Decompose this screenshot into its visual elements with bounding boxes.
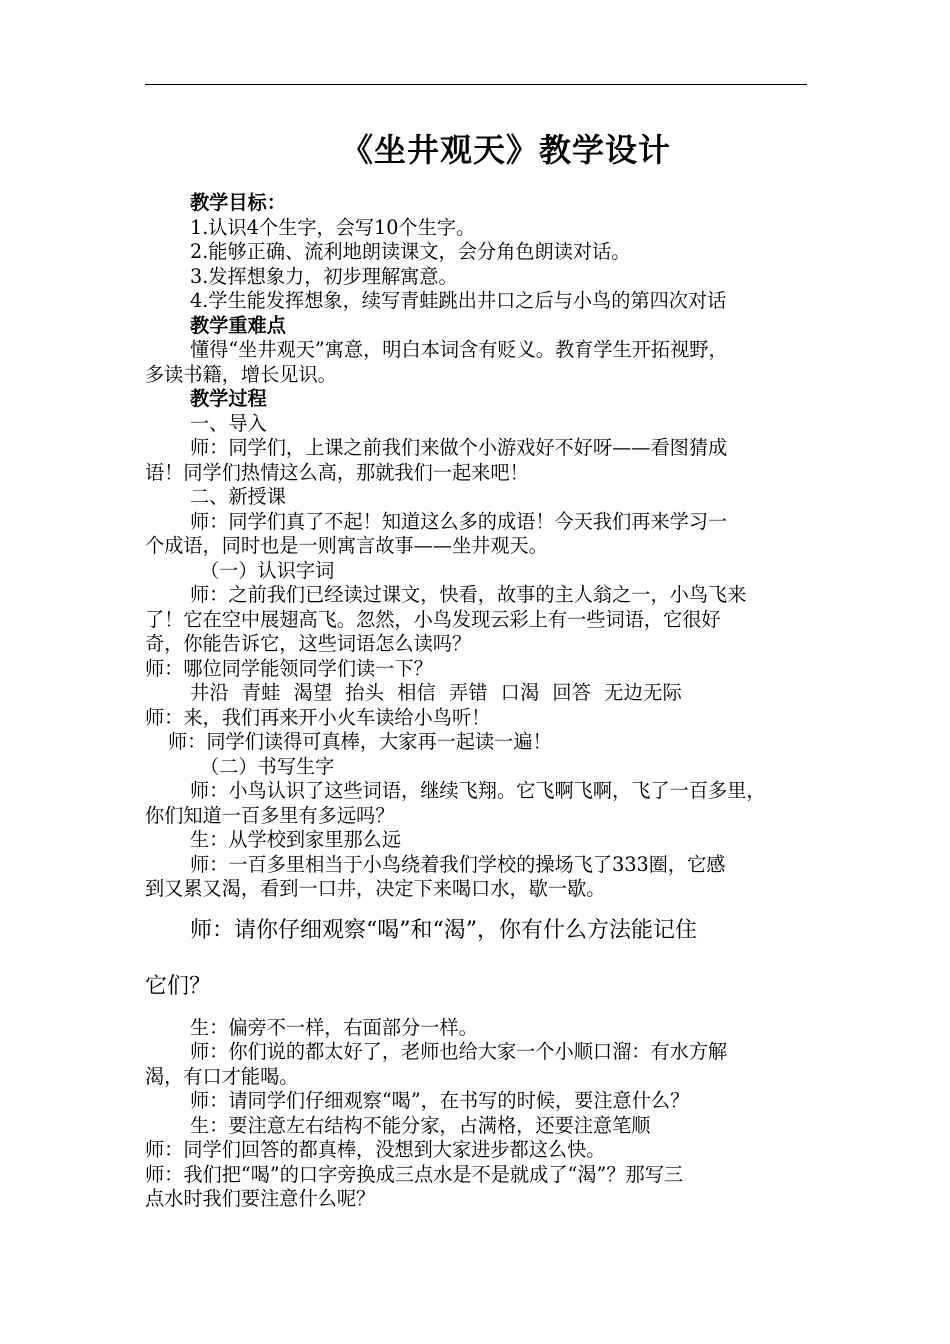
paragraph-line: 师：同学们回答的都真棒，没想到大家进步都这么快。 [145,1138,606,1161]
paragraph-line: 师：请同学们仔细观察“喝”，在书写的时候，要注意什么？ [190,1089,690,1112]
paragraph-line: 生：要注意左右结构不能分家，占满格，还要注意笔顺 [190,1113,651,1137]
paragraph-line: 师：之前我们已经读过课文，快看，故事的主人翁之一，小鸟飞来 [190,583,747,606]
paragraph-line: 师：一百多里相当于小鸟绕着我们学校的操场飞了333圈，它感 [190,852,726,876]
paragraph-line: 懂得“坐井观天”寓意，明白本词含有贬义。教育学生开拓视野， [190,338,728,361]
paragraph-line: 它们？ [145,973,212,999]
paragraph-line: 师：同学们读得可真棒，大家再一起读一遍！ [168,730,552,753]
paragraph-line: 语！同学们热情这么高，那就我们一起来吧！ [145,460,529,484]
section-heading: 教学过程 [190,387,267,410]
paragraph-line: 师：请你仔细观察“喝”和“渴”，你有什么方法能记住 [190,917,697,943]
document-body [145,191,810,1212]
header-rule [145,84,807,85]
paragraph-line: 师：来，我们再来开小火车读给小鸟听！ [145,705,491,729]
paragraph-line: 生：偏旁不一样，右面部分一样。 [190,1015,478,1039]
paragraph-line: 二、新授课 [190,485,286,508]
paragraph-line: 奇，你能告诉它，这些词语怎么读吗？ [145,632,472,655]
paragraph-line: 你们知道一百多里有多远吗？ [145,803,395,827]
subsection-heading: （二）书写生字 [200,754,335,778]
paragraph-line: 了！它在空中展翅高飞。忽然，小鸟发现云彩上有一些词语，它很好 [145,607,721,631]
paragraph-line: 师：哪位同学能领同学们读一下？ [145,656,433,680]
paragraph-line: 个成语，同时也是一则寓言故事——坐井观天。 [145,534,548,557]
paragraph-line: 师：同学们，上课之前我们来做个小游戏好不好呀——看图猜成 [190,436,728,459]
document-title: 《坐井观天》教学设计 [340,131,671,169]
paragraph-line: 生：从学校到家里那么远 [190,828,402,851]
section-heading: 教学重难点 [190,313,286,337]
paragraph-line: 师：我们把“喝”的口字旁换成三点水是不是就成了“渴”？那写三 [145,1162,684,1186]
paragraph-line: 师：你们说的都太好了，老师也给大家一个小顺口溜：有水方解 [190,1040,728,1063]
paragraph-line: 师：小鸟认识了这些词语，继续飞翔。它飞啊飞啊，飞了一百多里， [190,779,766,802]
paragraph-line: 到又累又渴，看到一口井，决定下来喝口水，歇一歇。 [145,877,606,900]
paragraph-line: 师：同学们真了不起！知道这么多的成语！今天我们再来学习一 [190,509,728,533]
paragraph-line: 2.能够正确、流利地朗读课文，会分角色朗读对话。 [190,240,631,263]
paragraph-line: 点水时我们要注意什么呢？ [145,1187,376,1210]
paragraph-line: 1.认识4个生字，会写10个生字。 [190,215,476,239]
paragraph-line: 一、导入 [190,411,267,435]
paragraph-line: 多读书籍，增长见识。 [145,362,337,386]
subsection-heading: （一）认识字词 [200,558,335,582]
section-heading: 教学目标： [190,191,286,214]
paragraph-line: 3.发挥想象力，初步理解寓意。 [190,264,458,288]
vocabulary-list: 井沿 青蛙 渴望 抬头 相信 弄错 口渴 回答 无边无际 [190,681,683,704]
paragraph-line: 渴，有口才能喝。 [145,1064,299,1088]
paragraph-line: 4.学生能发挥想象，续写青蛙跳出井口之后与小鸟的第四次对话 [190,289,727,312]
